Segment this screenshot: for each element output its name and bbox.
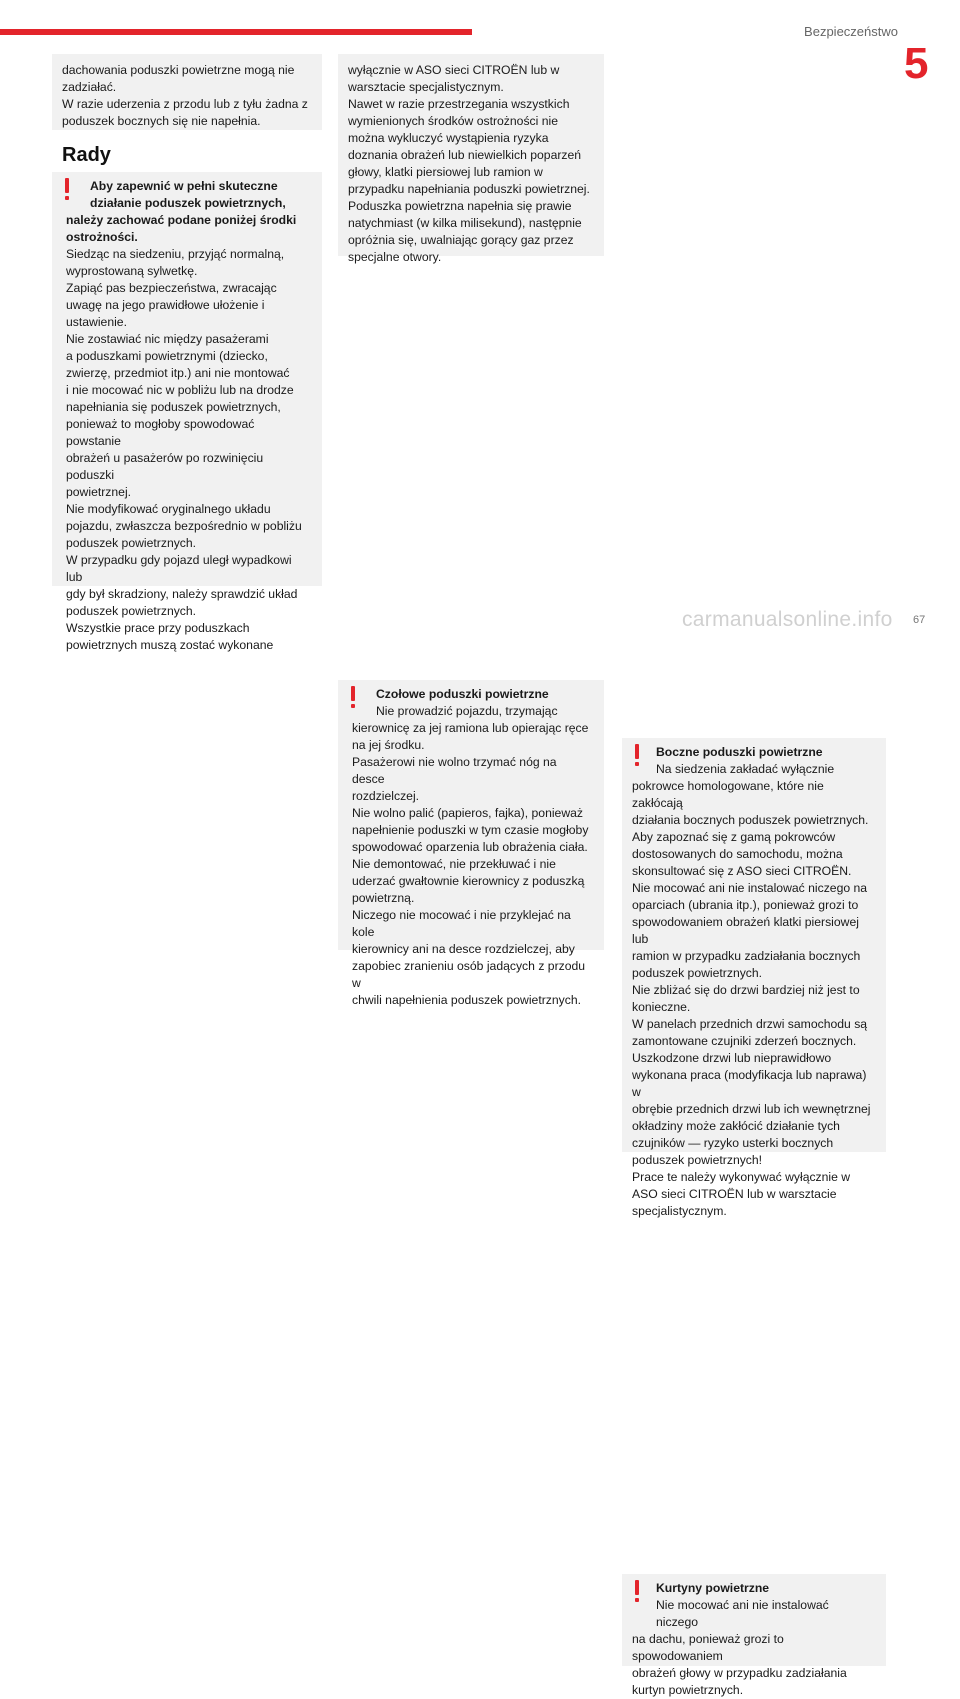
- text-line: Zapiąć pas bezpieczeństwa, zwracając: [66, 281, 277, 295]
- text-line: na dachu, ponieważ grozi to spowodowaniem: [632, 1632, 784, 1663]
- warning-title: Boczne poduszki powietrzne: [656, 745, 823, 759]
- text-line: poduszek powietrznych.: [66, 536, 197, 550]
- text-line: wyłącznie w ASO sieci CITROËN lub w: [348, 63, 560, 77]
- text-line: doznania obrażeń lub niewielkich poparzeń: [348, 148, 582, 162]
- text-line: ASO sieci CITROËN lub w warsztacie: [632, 1187, 837, 1201]
- text-line: uderzać gwałtownie kierownicy z poduszką: [352, 874, 585, 888]
- text-line: czujników — ryzyko usterki bocznych: [632, 1136, 834, 1150]
- text-line: Poduszka powietrzna napełnia się prawie: [348, 199, 572, 213]
- text-line: pojazdu, zwłaszcza bezpośrednio w pobliżu: [66, 519, 302, 533]
- text-line: wyprostowaną sylwetkę.: [66, 264, 198, 278]
- warning-body: [622, 778, 874, 1220]
- text-line: warsztacie specjalistycznym.: [348, 80, 504, 94]
- text-line: W razie uderzenia z przodu lub z tyłu żadna z: [62, 97, 308, 111]
- text-line: specjalne otwory.: [348, 250, 442, 264]
- text-line: Nie zbliżać się do drzwi bardziej niż jest to: [632, 983, 860, 997]
- warning-title: Kurtyny powietrzne: [656, 1581, 770, 1595]
- chapter-number: 5: [904, 39, 929, 88]
- text-line: działania bocznych poduszek powietrznych.: [632, 813, 869, 827]
- warning-body: [622, 1631, 874, 1699]
- text-line: ustawienie.: [66, 315, 127, 329]
- text-line: zamontowane czujniki zderzeń bocznych.: [632, 1034, 857, 1048]
- text-line: oparciach (ubrania itp.), ponieważ grozi to: [632, 898, 859, 912]
- warning-box-side-airbags: [622, 738, 886, 1218]
- text-line: natychmiast (w kilka milisekund), następnie: [348, 216, 582, 230]
- text-line: i nie mocować nic w pobliżu lub na drodze: [66, 383, 294, 397]
- text-line: na jej środku.: [352, 738, 425, 752]
- warning-body: [338, 720, 592, 1009]
- text-line: Wszystkie prace przy poduszkach: [66, 621, 250, 635]
- text-line: W panelach przednich drzwi samochodu są: [632, 1017, 868, 1031]
- warning-title: należy zachować podane poniżej środki: [66, 213, 297, 227]
- text-line: wykonana praca (modyfikacja lub naprawa) w: [632, 1068, 867, 1099]
- warning-title: ostrożności.: [66, 230, 138, 244]
- warning-title: Aby zapewnić w pełni skuteczne: [90, 179, 278, 193]
- text-line: spowodowaniem obrażeń klatki piersiowej lub: [632, 915, 859, 946]
- text-line: Nie mocować ani nie instalować niczego: [656, 1598, 829, 1629]
- warning-title: działanie poduszek powietrznych,: [90, 196, 286, 210]
- text-line: kierownicę za jej ramiona lub opierając ręce: [352, 721, 589, 735]
- text-line: wymienionych środków ostrożności nie: [348, 114, 558, 128]
- text-line: Nie modyfikować oryginalnego układu: [66, 502, 271, 516]
- text-line: Nie mocować ani nie instalować niczego na: [632, 881, 868, 895]
- watermark: carmanualsonline.info: [682, 608, 893, 631]
- text-line: konieczne.: [632, 1000, 691, 1014]
- intro-box: [52, 54, 322, 130]
- text-line: napełnienie poduszki w tym czasie mogłoby: [352, 823, 589, 837]
- text-line: obrębie przednich drzwi lub ich wewnętrznej: [632, 1102, 871, 1116]
- text-line: Nie prowadzić pojazdu, trzymając: [376, 704, 558, 718]
- text-line: Pasażerowi nie wolno trzymać nóg na desce: [352, 755, 557, 786]
- text-line: powietrzną.: [352, 891, 415, 905]
- text-line: okładziny może zakłócić działanie tych: [632, 1119, 840, 1133]
- text-line: spowodować oparzenia lub obrażenia ciała.: [352, 840, 588, 854]
- text-line: Aby zapoznać się z gamą pokrowców: [632, 830, 836, 844]
- text-line: Niczego nie mocować i nie przyklejać na kole: [352, 908, 571, 939]
- text-line: Nie zostawiać nic między pasażerami: [66, 332, 269, 346]
- text-line: poduszek powietrznych.: [632, 966, 763, 980]
- text-line: zadziałać.: [62, 80, 117, 94]
- warning-box-curtain-airbags: [622, 1574, 886, 1697]
- text-line: ramion w przypadku zadziałania bocznych: [632, 949, 861, 963]
- warning-icon: [634, 1580, 640, 1603]
- text-line: Nawet w razie przestrzegania wszystkich: [348, 97, 570, 111]
- text-line: gdy był skradziony, należy sprawdzić układ: [66, 587, 298, 601]
- warning-icon: [64, 178, 70, 201]
- text-line: Prace te należy wykonywać wyłącznie w: [632, 1170, 851, 1184]
- text-line: kierownicy ani na desce rozdzielczej, aby: [352, 942, 575, 956]
- text-line: powietrznej.: [66, 485, 132, 499]
- text-line: kurtyn powietrznych.: [632, 1683, 744, 1697]
- header-accent-bar: [0, 29, 472, 35]
- text-line: ponieważ to mogłoby spowodować powstanie: [66, 417, 255, 448]
- text-line: przypadku napełniania poduszki powietrznej.: [348, 182, 590, 196]
- text-line: Na siedzenia zakładać wyłącznie: [656, 762, 835, 776]
- warning-title: Czołowe poduszki powietrzne: [376, 687, 549, 701]
- text-line: opróżnia się, uwalniając gorący gaz przez: [348, 233, 574, 247]
- text-line: poduszek powietrznych!: [632, 1153, 763, 1167]
- warning-icon: [634, 744, 640, 767]
- text-line: Uszkodzone drzwi lub nieprawidłowo: [632, 1051, 832, 1065]
- text-line: obrażeń u pasażerów po rozwinięciu poduszki: [66, 451, 264, 482]
- text-line: Siedząc na siedzeniu, przyjąć normalną,: [66, 247, 285, 261]
- text-line: dostosowanych do samochodu, można: [632, 847, 843, 861]
- text-line: zapobiec zranieniu osób jadących z przodu w: [352, 959, 586, 990]
- text-line: specjalistycznym.: [632, 1204, 727, 1218]
- text-line: uwagę na jego prawidłowe ułożenie i: [66, 298, 265, 312]
- text-line: powietrznych muszą zostać wykonane: [66, 638, 274, 652]
- text-line: napełniania się poduszek powietrznych,: [66, 400, 281, 414]
- text-line: Nie demontować, nie przekłuwać i nie: [352, 857, 556, 871]
- section-heading: Rady: [62, 144, 111, 166]
- text-line: głowy, klatki piersiowej lub ramion w: [348, 165, 543, 179]
- warning-body: [52, 246, 310, 654]
- text-line: obrażeń głowy w przypadku zadziałania: [632, 1666, 847, 1680]
- warning-icon: [350, 686, 356, 709]
- text-line: poduszek bocznych się nie napełnia.: [62, 114, 261, 128]
- text-line: rozdzielczej.: [352, 789, 420, 803]
- text-line: pokrowce homologowane, które nie zakłócają: [632, 779, 824, 810]
- page-number: 67: [913, 614, 926, 626]
- warning-box-tips: [52, 172, 322, 652]
- text-line: dachowania poduszki powietrzne mogą nie: [62, 63, 295, 77]
- text-line: W przypadku gdy pojazd uległ wypadkowi lub: [66, 553, 292, 584]
- text-line: poduszek powietrznych.: [66, 604, 197, 618]
- text-line: skonsultować się z ASO sieci CITROËN.: [632, 864, 852, 878]
- warning-box-front-airbags: [338, 680, 604, 1007]
- section-title: Bezpieczeństwo: [804, 24, 898, 39]
- text-line: Nie wolno palić (papieros, fajka), ponieważ: [352, 806, 584, 820]
- text-line: chwili napełnienia poduszek powietrznych.: [352, 993, 581, 1007]
- text-line: można wykluczyć wystąpienia ryzyka: [348, 131, 549, 145]
- continuation-box: [338, 54, 604, 264]
- text-line: a poduszkami powietrznymi (dziecko,: [66, 349, 268, 363]
- text-line: zwierzę, przedmiot itp.) ani nie montować: [66, 366, 290, 380]
